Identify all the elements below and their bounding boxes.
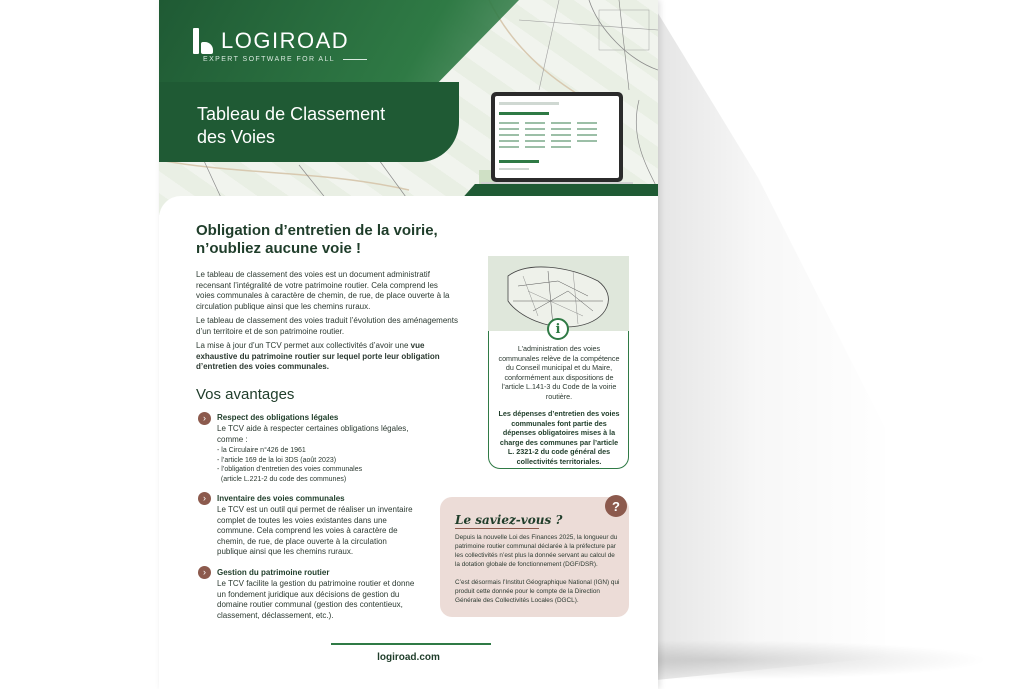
title-line-1: Tableau de Classement — [197, 104, 386, 124]
advantage-title-3: Gestion du patrimoine routier — [217, 568, 330, 577]
advantage-title-2: Inventaire des voies communales — [217, 494, 345, 503]
info-text-1: L’administration des voies communales relève de la compétence du Conseil municipal et du Maire, conformément aux dispositions de l’article L.141-3 du Code de la voirie routière. — [498, 344, 620, 401]
para3-start: La mise à jour d’un TCV permet aux collectivités d’avoir une — [196, 341, 411, 350]
chevron-right-icon: › — [198, 566, 211, 579]
advantage-text-1: Le TCV aide à respecter certaines obligations légales, comme : — [217, 424, 409, 444]
saviez-vous-text-2: C’est désormais l’Institut Géographique National (IGN) qui produit cette donnée pour le compte de la Direction Générale des Collectivités Locales (DGCL). — [455, 579, 620, 604]
main-headline — [196, 222, 476, 258]
headline-line-2: n’oubliez aucune voie ! — [196, 240, 362, 257]
page-shadow — [656, 10, 996, 680]
laptop-screen — [491, 92, 623, 182]
advantage-title-1: Respect des obligations légales — [217, 413, 339, 422]
para3-bold: vue exhaustive du patrimoine routier sur lequel porte leur obligation d’entretien des voies communales. — [196, 341, 440, 371]
list-item: - l’article 169 de la loi 3DS (août 2023) — [217, 456, 337, 464]
question-icon: ? — [605, 495, 627, 517]
intro-paragraph-1: Le tableau de classement des voies est un document administratif recensant l’intégralité de votre patrimoine routier. Cela comprend les voies communales à caractère de chemin, de rue, de place ouverte à la circulation publique ainsi que les chemins ruraux. — [196, 270, 450, 311]
footer-url-link[interactable]: logiroad.com — [377, 652, 440, 663]
intro-paragraph-2: Le tableau de classement des voies traduit l’évolution des aménagements d’un territoire et de son patrimoine routier. — [196, 316, 458, 336]
advantages-heading: Vos avantages — [196, 386, 295, 403]
page-bottom-shadow — [650, 640, 990, 680]
info-icon: i — [547, 318, 569, 340]
info-text-2: Les dépenses d’entretien des voies communales font partie des dépenses obligatoires mises à la charge des communes par l’article L. 2321-2 du code général des collectivités territoriales. — [498, 409, 620, 466]
intro-paragraph-3 — [196, 341, 458, 373]
logiroad-logo — [193, 28, 349, 54]
headline-line-1: Obligation d’entretien de la voirie, — [196, 222, 438, 239]
brochure-page — [159, 0, 658, 689]
title-line-2: des Voies — [197, 127, 276, 147]
list-item: (article L.221-2 du code des communes) — [217, 475, 347, 483]
screen-content — [495, 96, 619, 178]
advantage-list-1 — [217, 446, 417, 484]
brand-name: LOGIROAD — [221, 28, 350, 53]
chevron-right-icon: › — [198, 412, 211, 425]
saviez-vous-text-1: Depuis la nouvelle Loi des Finances 2025, la longueur du patrimoine routier communal déclarée à la préfecture par les collectivités n’est plus la donnée servant au calcul de la dotation globale de fonctionnement (DGF/DSR). — [455, 534, 618, 568]
tagline-line — [343, 59, 367, 60]
chevron-right-icon: › — [198, 492, 211, 505]
list-item: - l’obligation d’entretien des voies communales — [217, 466, 363, 473]
footer-line — [331, 643, 491, 645]
document-title — [197, 103, 457, 149]
logo-mark-icon — [193, 28, 213, 54]
advantage-text-3: Le TCV facilite la gestion du patrimoine routier et donne un fondement juridique aux décisions de gestion du domaine routier communal (gestion des contentieux, classement, déclassement, etc.). — [217, 579, 415, 620]
advantage-text-2: Le TCV est un outil qui permet de réaliser un inventaire complet de toutes les voies existantes dans une commune. Cela comprend les voies à caractère de chemin, de rue, de place ouverte à la circulation publique ainsi que les chemins ruraux. — [217, 505, 413, 556]
saviez-vous-underline — [455, 528, 539, 529]
list-item: - la Circulaire n°426 de 1961 — [217, 447, 306, 454]
saviez-vous-title: Le saviez-vous ? — [455, 513, 563, 527]
brand-tagline: EXPERT SOFTWARE FOR ALL — [203, 56, 336, 63]
